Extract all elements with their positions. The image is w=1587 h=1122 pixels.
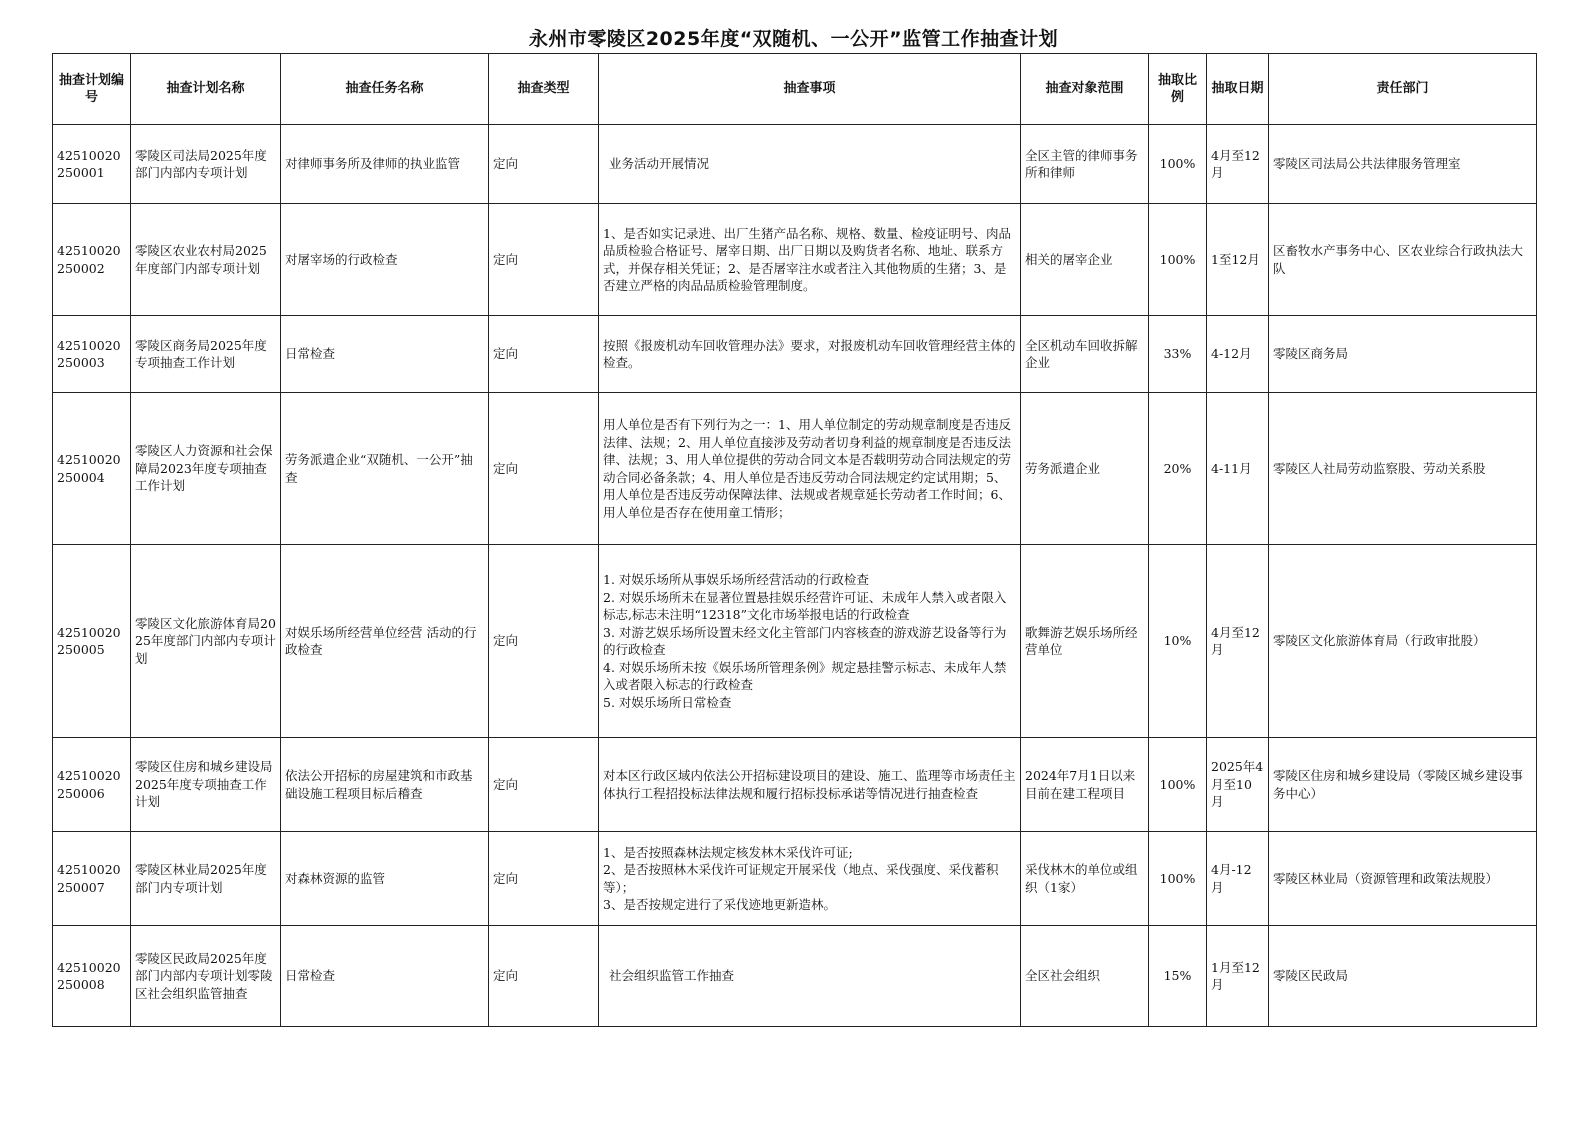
date-cell: 4-12月 [1207, 316, 1269, 393]
scope-cell: 全区机动车回收拆解企业 [1021, 316, 1149, 393]
date-cell: 4月至12月 [1207, 125, 1269, 204]
plan-no-cell: 42510020250001 [53, 125, 131, 204]
date-cell: 1月至12月 [1207, 926, 1269, 1027]
task-name-cell: 劳务派遣企业“双随机、一公开”抽查 [281, 393, 489, 545]
items-cell: 业务活动开展情况 [599, 125, 1021, 204]
plan-no-cell: 42510020250004 [53, 393, 131, 545]
table-row [53, 926, 1537, 1027]
header-plan-name: 抽查计划名称 [131, 54, 281, 125]
table-row [53, 125, 1537, 204]
type-cell: 定向 [489, 316, 599, 393]
items-cell: 用人单位是否有下列行为之一：1、用人单位制定的劳动规章制度是否违反法律、法规；2、用人单位直接涉及劳动者切身利益的规章制度是否违反法律、法规；3、用人单位提供的劳动合同文本是否载明劳动合同法规定的劳动合同必备条款；4、用人单位是否违反劳动合同法规定约定试用期；5、用人单位是否违反劳动保障法律、法规或者规章延长劳动者工作时间；6、用人单位是否存在使用童工情形； [599, 393, 1021, 545]
ratio-cell: 20% [1149, 393, 1207, 545]
ratio-cell: 100% [1149, 204, 1207, 316]
plan-name-cell: 零陵区人力资源和社会保障局2023年度专项抽查工作计划 [131, 393, 281, 545]
type-cell: 定向 [489, 393, 599, 545]
task-name-cell: 对娱乐场所经营单位经营 活动的行政检查 [281, 545, 489, 738]
task-name-cell: 对屠宰场的行政检查 [281, 204, 489, 316]
date-cell: 4-11月 [1207, 393, 1269, 545]
page-title: 永州市零陵区2025年度“双随机、一公开”监管工作抽查计划 [528, 28, 1059, 50]
header-task-name: 抽查任务名称 [281, 54, 489, 125]
plan-name-cell: 零陵区住房和城乡建设局2025年度专项抽查工作计划 [131, 738, 281, 832]
date-cell: 4月至12月 [1207, 545, 1269, 738]
plan-no-cell: 42510020250003 [53, 316, 131, 393]
type-cell: 定向 [489, 125, 599, 204]
table-row [53, 738, 1537, 832]
type-cell: 定向 [489, 926, 599, 1027]
scope-cell: 相关的屠宰企业 [1021, 204, 1149, 316]
header-scope: 抽查对象范围 [1021, 54, 1149, 125]
dept-cell: 零陵区人社局劳动监察股、劳动关系股 [1269, 393, 1537, 545]
scope-cell: 劳务派遣企业 [1021, 393, 1149, 545]
dept-cell: 零陵区住房和城乡建设局（零陵区城乡建设事务中心） [1269, 738, 1537, 832]
header-ratio: 抽取比例 [1149, 54, 1207, 125]
dept-cell: 零陵区林业局（资源管理和政策法规股） [1269, 832, 1537, 926]
date-cell: 2025年4月至10月 [1207, 738, 1269, 832]
table-row [53, 393, 1537, 545]
plan-name-cell: 零陵区文化旅游体育局2025年度部门内部内专项计划 [131, 545, 281, 738]
table-row [53, 316, 1537, 393]
dept-cell: 零陵区司法局公共法律服务管理室 [1269, 125, 1537, 204]
ratio-cell: 100% [1149, 738, 1207, 832]
items-cell: 社会组织监管工作抽查 [599, 926, 1021, 1027]
plan-no-cell: 42510020250007 [53, 832, 131, 926]
plan-name-cell: 零陵区林业局2025年度部门内专项计划 [131, 832, 281, 926]
ratio-cell: 100% [1149, 125, 1207, 204]
plan-no-cell: 42510020250002 [53, 204, 131, 316]
items-cell: 对本区行政区域内依法公开招标建设项目的建设、施工、监理等市场责任主体执行工程招投标法律法规和履行招标投标承诺等情况进行抽查检查 [599, 738, 1021, 832]
plan-name-cell: 零陵区司法局2025年度部门内部内专项计划 [131, 125, 281, 204]
ratio-cell: 100% [1149, 832, 1207, 926]
dept-cell: 零陵区民政局 [1269, 926, 1537, 1027]
scope-cell: 歌舞游艺娱乐场所经营单位 [1021, 545, 1149, 738]
scope-cell: 全区社会组织 [1021, 926, 1149, 1027]
scope-cell: 全区主管的律师事务所和律师 [1021, 125, 1149, 204]
plan-no-cell: 42510020250005 [53, 545, 131, 738]
table-row [53, 832, 1537, 926]
date-cell: 4月-12月 [1207, 832, 1269, 926]
task-name-cell: 对森林资源的监管 [281, 832, 489, 926]
plan-no-cell: 42510020250008 [53, 926, 131, 1027]
task-name-cell: 日常检查 [281, 926, 489, 1027]
plan-name-cell: 零陵区商务局2025年度专项抽查工作计划 [131, 316, 281, 393]
dept-cell: 零陵区商务局 [1269, 316, 1537, 393]
ratio-cell: 15% [1149, 926, 1207, 1027]
date-cell: 1至12月 [1207, 204, 1269, 316]
plan-name-cell: 零陵区农业农村局2025年度部门内部专项计划 [131, 204, 281, 316]
dept-cell: 零陵区文化旅游体育局（行政审批股） [1269, 545, 1537, 738]
header-type: 抽查类型 [489, 54, 599, 125]
header-row [53, 54, 1537, 125]
type-cell: 定向 [489, 832, 599, 926]
ratio-cell: 10% [1149, 545, 1207, 738]
ratio-cell: 33% [1149, 316, 1207, 393]
type-cell: 定向 [489, 545, 599, 738]
task-name-cell: 对律师事务所及律师的执业监管 [281, 125, 489, 204]
items-cell: 1、是否按照森林法规定核发林木采伐许可证; 2、是否按照林木采伐许可证规定开展采伐（地点、采伐强度、采伐蓄积等）； 3、是否按规定进行了采伐迹地更新造林。 [599, 832, 1021, 926]
items-cell: 1. 对娱乐场所从事娱乐场所经营活动的行政检查 2. 对娱乐场所未在显著位置悬挂娱乐经营许可证、未成年人禁入或者限入标志,标志未注明“12318”文化市场举报电话的行政检查 3. 对游艺娱乐场所设置未经文化主管部门内容核查的游戏游艺设备等行为的行政检查 4. 对娱乐场所未按《娱乐场所管理条例》规定悬挂警示标志、未成年人禁入或者限入标志的行政检查 5. 对娱乐场所日常检查 [599, 545, 1021, 738]
inspection-plan-table [52, 53, 1537, 1027]
dept-cell: 区畜牧水产事务中心、区农业综合行政执法大队 [1269, 204, 1537, 316]
plan-no-cell: 42510020250006 [53, 738, 131, 832]
items-cell: 按照《报废机动车回收管理办法》要求，对报废机动车回收管理经营主体的检查。 [599, 316, 1021, 393]
header-plan-no: 抽查计划编号 [53, 54, 131, 125]
table-row [53, 545, 1537, 738]
task-name-cell: 依法公开招标的房屋建筑和市政基础设施工程项目标后稽查 [281, 738, 489, 832]
header-dept: 责任部门 [1269, 54, 1537, 125]
scope-cell: 采伐林木的单位或组织（1家） [1021, 832, 1149, 926]
type-cell: 定向 [489, 738, 599, 832]
table-row [53, 204, 1537, 316]
items-cell: 1、是否如实记录进、出厂生猪产品名称、规格、数量、检疫证明号、肉品品质检验合格证号、屠宰日期、出厂日期以及购货者名称、地址、联系方式，并保存相关凭证；2、是否屠宰注水或者注入其他物质的生猪；3、是否建立严格的肉品品质检验管理制度。 [599, 204, 1021, 316]
plan-name-cell: 零陵区民政局2025年度部门内部内专项计划零陵区社会组织监管抽查 [131, 926, 281, 1027]
header-items: 抽查事项 [599, 54, 1021, 125]
header-date: 抽取日期 [1207, 54, 1269, 125]
type-cell: 定向 [489, 204, 599, 316]
scope-cell: 2024年7月1日以来目前在建工程项目 [1021, 738, 1149, 832]
task-name-cell: 日常检查 [281, 316, 489, 393]
